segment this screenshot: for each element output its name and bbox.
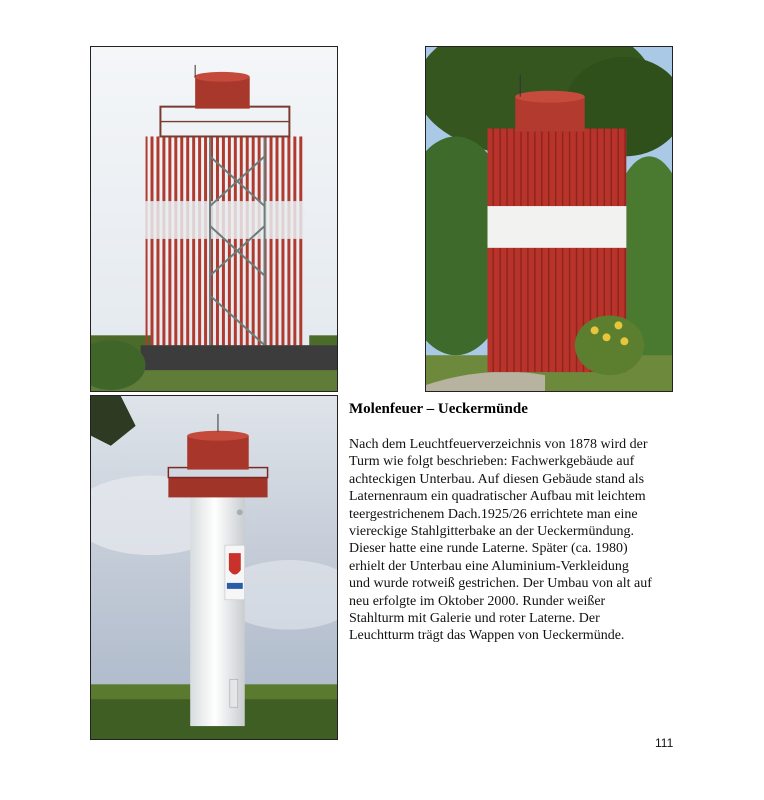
body-line: erhielt der Unterbau eine Aluminium-Verkleidung xyxy=(349,558,629,574)
body-line: teergestrichenem Dach.1925/26 errichtete man eine xyxy=(349,506,638,522)
page-number: 111 xyxy=(655,736,674,750)
photo-red-white-tower-in-trees xyxy=(425,46,673,392)
body-line: Leuchtturm trägt das Wappen von Ueckermünde. xyxy=(349,628,625,644)
body-line: und wurde rotweiß gestrichen. Der Umbau von alt auf xyxy=(349,576,652,592)
body-line: achteckigen Unterbau. Auf diesen Gebäude stand als xyxy=(349,471,645,487)
section-heading: Molenfeuer – Ueckermünde xyxy=(349,401,528,417)
photo-old-lattice-tower xyxy=(90,46,338,392)
body-line: Stahlturm mit Galerie und roter Laterne. Der xyxy=(349,611,600,627)
body-line: Nach dem Leuchtfeuerverzeichnis von 1878 wird der xyxy=(349,437,648,452)
body-line: viereckige Stahlgitterbake an der Ueckermündung. xyxy=(349,524,634,540)
body-paragraph xyxy=(349,436,689,645)
body-line: Dieser hatte eine runde Laterne. Später (ca. 1980) xyxy=(349,541,628,557)
photo-white-round-tower xyxy=(90,395,338,740)
body-line: Turm wie folgt beschrieben: Fachwerkgebäude auf xyxy=(349,454,635,470)
body-line: Laternenraum ein quadratischer Aufbau mit leichtem xyxy=(349,489,646,505)
body-line: neu erfolgte im Oktober 2000. Runder weißer xyxy=(349,593,606,609)
